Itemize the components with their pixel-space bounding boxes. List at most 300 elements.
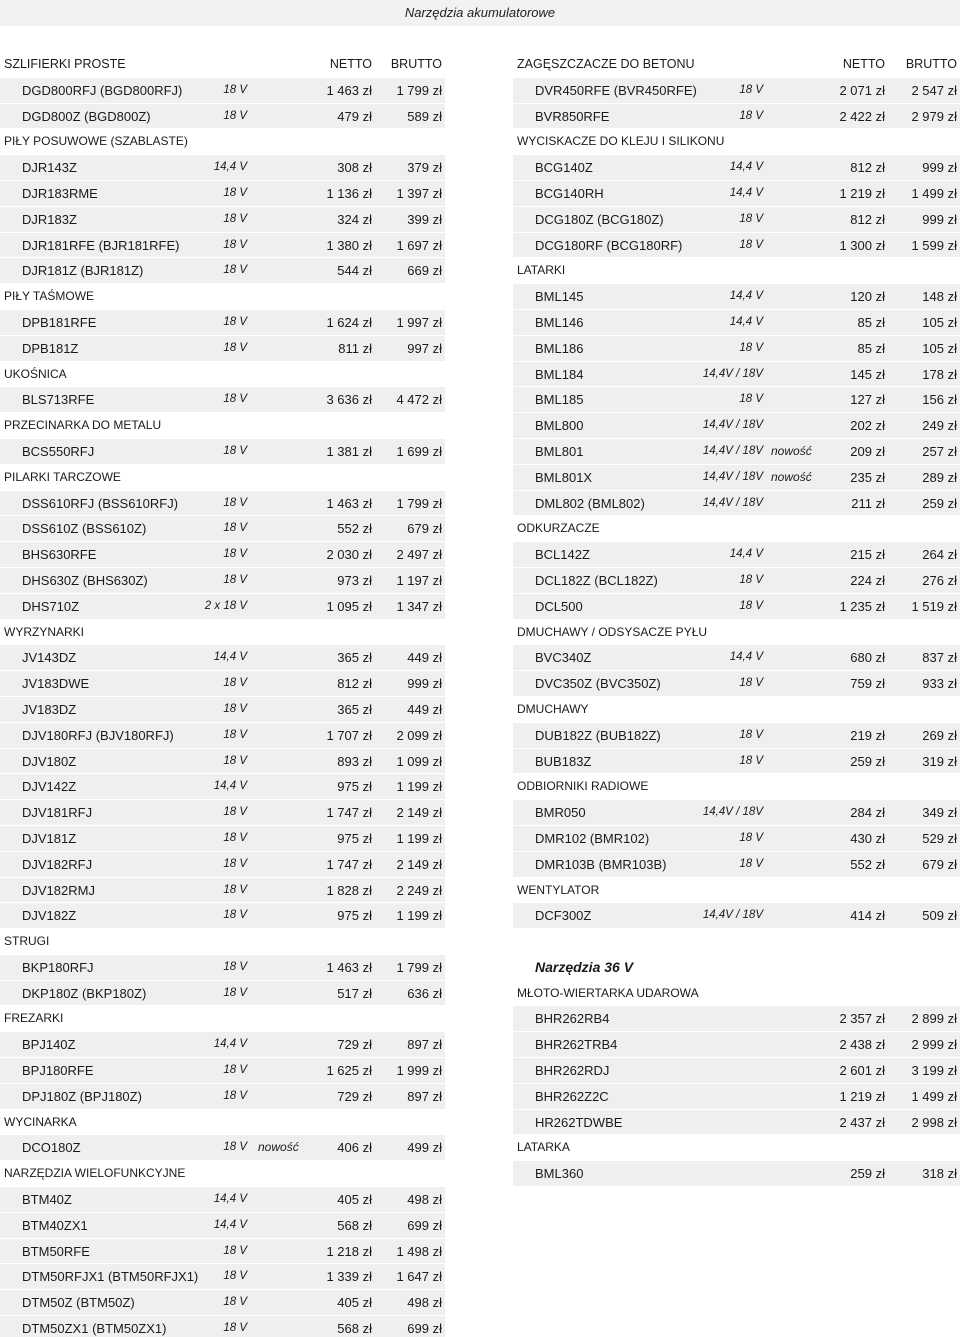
price-netto: 552 zł — [337, 521, 372, 537]
price-brutto: 156 zł — [922, 392, 957, 408]
price-brutto: 2 497 zł — [396, 547, 442, 563]
price-brutto: 269 zł — [922, 727, 957, 743]
voltage: 18 V — [739, 83, 763, 96]
group-title: Narzędzia 36 V — [535, 958, 634, 975]
price-netto: 406 zł — [337, 1140, 372, 1156]
price-netto: 812 zł — [850, 160, 885, 176]
product-name: DJV182Z — [22, 908, 77, 924]
product-row-dvc350z-bvc350z — [513, 671, 960, 697]
voltage: 14,4 V — [729, 186, 763, 199]
voltage: 14,4 V — [213, 780, 247, 793]
price-netto: 759 zł — [850, 676, 885, 692]
section-header-frezarki — [0, 1006, 445, 1032]
voltage: 18 V — [223, 857, 247, 870]
product-row-bcg140rh — [513, 181, 960, 207]
price-netto: 1 300 zł — [839, 237, 885, 253]
voltage: 18 V — [223, 831, 247, 844]
spacer — [513, 929, 960, 955]
section-header-szlifierki-proste — [0, 52, 445, 78]
product-row-bls713rfe — [0, 387, 445, 413]
product-row-djr143z — [0, 155, 445, 181]
voltage: 14,4 V — [213, 1193, 247, 1206]
price-brutto: 2 899 zł — [911, 1011, 957, 1027]
voltage: 18 V — [223, 109, 247, 122]
price-netto: 308 zł — [337, 160, 372, 176]
price-brutto: 897 zł — [407, 1037, 442, 1053]
product-name: DVR450RFE (BVR450RFE) — [535, 82, 697, 98]
product-row-bml185 — [513, 387, 960, 413]
product-name: BCL142Z — [535, 547, 590, 563]
voltage: 18 V — [223, 393, 247, 406]
product-name: DJV180RFJ (BJV180RFJ) — [22, 727, 174, 743]
product-name: BML184 — [535, 366, 584, 382]
price-netto: 85 zł — [857, 314, 885, 330]
price-netto: 1 381 zł — [326, 443, 372, 459]
price-brutto: 1 799 zł — [396, 495, 442, 511]
product-row-jv183dwe — [0, 671, 445, 697]
product-name: DCL500 — [535, 598, 583, 614]
price-brutto: 379 zł — [407, 160, 442, 176]
product-row-dmr103b-bmr103b — [513, 852, 960, 878]
product-row-djv181z — [0, 826, 445, 852]
voltage: 14,4 V — [213, 1038, 247, 1051]
voltage: 14,4V / 18V — [702, 806, 763, 819]
price-brutto: 933 zł — [922, 676, 957, 692]
price-netto: 219 zł — [850, 727, 885, 743]
voltage: 18 V — [223, 960, 247, 973]
price-netto: 1 218 zł — [326, 1243, 372, 1259]
product-row-dcf300z — [513, 903, 960, 929]
section-header-narzedzia-wielofunkcyjne — [0, 1161, 445, 1187]
voltage: 18 V — [739, 831, 763, 844]
product-name: HR262TDWBE — [535, 1114, 623, 1130]
new-badge: nowość — [258, 1140, 299, 1155]
voltage: 18 V — [223, 264, 247, 277]
price-netto: 2 357 zł — [839, 1011, 885, 1027]
product-row-btm40z — [0, 1187, 445, 1213]
price-brutto: 529 zł — [922, 830, 957, 846]
product-name: DMR102 (BMR102) — [535, 830, 650, 846]
product-row-bhr262trb4 — [513, 1032, 960, 1058]
section-header-wycinarka — [0, 1110, 445, 1136]
price-brutto: 669 zł — [407, 263, 442, 279]
product-row-jv183dz — [0, 697, 445, 723]
price-netto: 1 463 zł — [326, 959, 372, 975]
product-row-bcg140z — [513, 155, 960, 181]
product-row-djv180z — [0, 749, 445, 775]
section-title: STRUGI — [4, 934, 50, 949]
price-brutto: 318 zł — [922, 1166, 957, 1182]
section-header-wentylator — [513, 878, 960, 904]
voltage: 14,4 V — [729, 161, 763, 174]
product-name: DJR181Z (BJR181Z) — [22, 263, 144, 279]
new-badge: nowość — [771, 469, 812, 484]
price-netto: 1 380 zł — [326, 237, 372, 253]
price-netto: 2 422 zł — [839, 108, 885, 124]
product-row-dhs710z — [0, 594, 445, 620]
price-brutto: 2 149 zł — [396, 805, 442, 821]
price-brutto: 249 zł — [922, 418, 957, 434]
product-name: DJV181RFJ — [22, 805, 93, 821]
product-name: JV183DZ — [22, 701, 77, 717]
price-brutto: 449 zł — [407, 701, 442, 717]
price-brutto: 499 zł — [407, 1140, 442, 1156]
price-brutto: 105 zł — [922, 340, 957, 356]
price-netto: 544 zł — [337, 263, 372, 279]
product-row-dpb181z — [0, 336, 445, 362]
voltage: 18 V — [223, 677, 247, 690]
section-header-przecinarka-do-metalu — [0, 413, 445, 439]
price-brutto: 997 zł — [407, 340, 442, 356]
price-netto: 3 636 zł — [326, 392, 372, 408]
voltage: 18 V — [223, 496, 247, 509]
product-name: BML800 — [535, 418, 584, 434]
voltage: 14,4 V — [729, 290, 763, 303]
price-brutto: 2 998 zł — [911, 1114, 957, 1130]
price-netto: 127 zł — [850, 392, 885, 408]
product-row-bhr262rb4 — [513, 1006, 960, 1032]
product-name: BVR850RFE — [535, 108, 610, 124]
voltage: 18 V — [223, 1322, 247, 1335]
product-row-djv182z — [0, 903, 445, 929]
voltage: 18 V — [223, 728, 247, 741]
product-row-bml360 — [513, 1161, 960, 1187]
product-name: DJR143Z — [22, 160, 77, 176]
product-name: DSS610Z (BSS610Z) — [22, 521, 147, 537]
section-title: WYCISKACZE DO KLEJU I SILIKONU — [517, 134, 725, 149]
price-brutto: 999 zł — [407, 676, 442, 692]
new-badge: nowość — [771, 443, 812, 458]
voltage: 18 V — [223, 186, 247, 199]
section-header-ukosnica — [0, 362, 445, 388]
product-name: DGD800Z (BGD800Z) — [22, 108, 151, 124]
voltage: 14,4V / 18V — [702, 419, 763, 432]
price-brutto: 1 697 zł — [396, 237, 442, 253]
price-brutto: 699 zł — [407, 1217, 442, 1233]
product-row-btm50rfe — [0, 1239, 445, 1265]
price-brutto: 897 zł — [407, 1088, 442, 1104]
price-brutto: 319 zł — [922, 753, 957, 769]
product-name: BPJ140Z — [22, 1037, 76, 1053]
voltage: 18 V — [223, 909, 247, 922]
product-row-djr181z-bjr181z — [0, 258, 445, 284]
product-name: DJR183Z — [22, 211, 77, 227]
voltage: 18 V — [223, 238, 247, 251]
price-brutto: 105 zł — [922, 314, 957, 330]
product-row-dcg180z-bcg180z — [513, 207, 960, 233]
product-name: BML801 — [535, 443, 584, 459]
price-netto: 973 zł — [337, 572, 372, 588]
price-brutto: 1 199 zł — [396, 779, 442, 795]
product-row-bml145 — [513, 284, 960, 310]
price-brutto: 399 zł — [407, 211, 442, 227]
price-netto: 1 136 zł — [326, 185, 372, 201]
section-title: DMUCHAWY — [517, 701, 589, 716]
product-row-bub183z — [513, 749, 960, 775]
product-row-dmr102-bmr102 — [513, 826, 960, 852]
section-header-strugi — [0, 929, 445, 955]
product-row-bvr850rfe — [513, 104, 960, 130]
section-title: PIŁY TAŚMOWE — [4, 289, 95, 304]
price-brutto: 1 197 zł — [396, 572, 442, 588]
voltage: 18 V — [223, 1296, 247, 1309]
product-name: BML185 — [535, 392, 584, 408]
product-name: DCL182Z (BCL182Z) — [535, 572, 658, 588]
price-netto: 811 zł — [338, 340, 372, 356]
product-row-dcl182z-bcl182z — [513, 568, 960, 594]
section-title: MŁOTO-WIERTARKA UDAROWA — [517, 985, 699, 1000]
voltage: 18 V — [223, 1141, 247, 1154]
voltage: 2 x 18 V — [204, 599, 247, 612]
product-name: DPJ180Z (BPJ180Z) — [22, 1088, 142, 1104]
product-name: DPB181Z — [22, 340, 79, 356]
product-row-bml801x — [513, 465, 960, 491]
price-netto: 680 zł — [850, 650, 885, 666]
price-netto: 1 747 zł — [326, 856, 372, 872]
voltage: 14,4 V — [213, 161, 247, 174]
product-name: BML145 — [535, 289, 584, 305]
price-netto: 812 zł — [337, 676, 372, 692]
section-header-dmuchawy-odsysacze-pylu — [513, 620, 960, 646]
product-row-bhr262rdj — [513, 1058, 960, 1084]
left-price-column — [0, 52, 445, 1337]
voltage: 18 V — [739, 238, 763, 251]
product-name: DCG180Z (BCG180Z) — [535, 211, 664, 227]
price-netto: 729 zł — [337, 1037, 372, 1053]
price-brutto: 498 zł — [407, 1192, 442, 1208]
product-row-bml800 — [513, 413, 960, 439]
product-row-dtm50zx1-btm50zx1 — [0, 1316, 445, 1337]
voltage: 18 V — [739, 857, 763, 870]
voltage: 18 V — [223, 1244, 247, 1257]
section-header-dmuchawy — [513, 697, 960, 723]
voltage: 18 V — [739, 573, 763, 586]
price-brutto: 289 zł — [922, 469, 957, 485]
voltage: 18 V — [223, 341, 247, 354]
voltage: 18 V — [223, 1064, 247, 1077]
product-row-dco180z — [0, 1135, 445, 1161]
section-title: WYCINARKA — [4, 1114, 77, 1129]
voltage: 18 V — [739, 393, 763, 406]
price-netto: 1 624 zł — [326, 314, 372, 330]
price-netto: 1 095 zł — [326, 598, 372, 614]
price-brutto: 2 249 zł — [396, 882, 442, 898]
product-row-dub182z-bub182z — [513, 723, 960, 749]
price-brutto: 1 199 zł — [396, 830, 442, 846]
price-brutto: 4 472 zł — [396, 392, 442, 408]
price-brutto: 999 zł — [922, 211, 957, 227]
section-title: ODBIORNIKI RADIOWE — [517, 779, 649, 794]
price-netto: 259 zł — [850, 1166, 885, 1182]
section-title: WYRZYNARKI — [4, 624, 85, 639]
product-name: DML802 (BML802) — [535, 495, 645, 511]
section-title-36v — [513, 955, 960, 981]
price-brutto: 498 zł — [407, 1295, 442, 1311]
product-name: DKP180Z (BKP180Z) — [22, 985, 147, 1001]
product-name: BCG140Z — [535, 160, 593, 176]
price-brutto: 1 498 zł — [396, 1243, 442, 1259]
price-netto: 1 339 zł — [326, 1269, 372, 1285]
voltage: 14,4 V — [213, 1218, 247, 1231]
price-brutto: 699 zł — [407, 1321, 442, 1337]
price-netto: 85 zł — [857, 340, 885, 356]
price-brutto: 257 zł — [922, 443, 957, 459]
price-netto: 202 zł — [850, 418, 885, 434]
voltage: 18 V — [223, 883, 247, 896]
product-row-dtm50z-btm50z — [0, 1290, 445, 1316]
price-brutto: 2 979 zł — [911, 108, 957, 124]
product-row-djv181rfj — [0, 800, 445, 826]
price-netto: 2 030 zł — [326, 547, 372, 563]
product-name: BPJ180RFE — [22, 1063, 94, 1079]
product-name: BHR262TRB4 — [535, 1037, 618, 1053]
product-row-djv142z — [0, 774, 445, 800]
price-netto: 259 zł — [850, 753, 885, 769]
voltage: 18 V — [223, 522, 247, 535]
product-name: BHR262RDJ — [535, 1063, 610, 1079]
price-brutto: 509 zł — [922, 908, 957, 924]
price-netto: 552 zł — [850, 856, 885, 872]
product-name: DCG180RF (BCG180RF) — [535, 237, 683, 253]
product-name: BML146 — [535, 314, 584, 330]
product-name: DJV181Z — [22, 830, 77, 846]
product-row-jv143dz — [0, 645, 445, 671]
price-netto: 405 zł — [337, 1295, 372, 1311]
voltage: 18 V — [223, 548, 247, 561]
section-title: WENTYLATOR — [517, 882, 600, 897]
product-name: DJR183RME — [22, 185, 98, 201]
price-netto: 568 zł — [337, 1217, 372, 1233]
voltage: 18 V — [223, 315, 247, 328]
section-title: NARZĘDZIA WIELOFUNKCYJNE — [4, 1166, 186, 1181]
product-row-bpj140z — [0, 1032, 445, 1058]
price-netto: 2 071 zł — [839, 82, 885, 98]
voltage: 18 V — [223, 1270, 247, 1283]
page-title: Narzędzia akumulatorowe — [0, 0, 960, 26]
section-title: DMUCHAWY / ODSYSACZE PYŁU — [517, 624, 708, 639]
product-name: BVC340Z — [535, 650, 592, 666]
voltage: 18 V — [739, 109, 763, 122]
product-row-djr181rfe-bjr181rfe — [0, 233, 445, 259]
price-brutto: 349 zł — [922, 805, 957, 821]
section-title: PIŁY POSUWOWE (SZABLASTE) — [4, 134, 188, 149]
product-name: BUB183Z — [535, 753, 592, 769]
voltage: 18 V — [739, 677, 763, 690]
product-name: DTM50RFJX1 (BTM50RFJX1) — [22, 1269, 199, 1285]
price-brutto: 2 149 zł — [396, 856, 442, 872]
voltage: 14,4V / 18V — [702, 496, 763, 509]
product-row-dss610z-bss610z — [0, 516, 445, 542]
product-name: DCF300Z — [535, 908, 592, 924]
price-brutto: 2 099 zł — [396, 727, 442, 743]
section-title: PRZECINARKA DO METALU — [4, 418, 162, 433]
price-brutto: 1 519 zł — [911, 598, 957, 614]
product-name: DHS710Z — [22, 598, 80, 614]
section-title: ODKURZACZE — [517, 521, 600, 536]
product-name: BLS713RFE — [22, 392, 95, 408]
price-netto: 145 zł — [850, 366, 885, 382]
voltage: 18 V — [739, 754, 763, 767]
price-netto: 1 747 zł — [326, 805, 372, 821]
price-netto: 729 zł — [337, 1088, 372, 1104]
product-name: DUB182Z (BUB182Z) — [535, 727, 661, 743]
price-brutto: 636 zł — [407, 985, 442, 1001]
product-row-btm40zx1 — [0, 1213, 445, 1239]
price-brutto: 1 099 zł — [396, 753, 442, 769]
product-row-bml146 — [513, 310, 960, 336]
section-header-latarka — [513, 1135, 960, 1161]
section-header-wyciskacze-do-kleju-i-silikonu — [513, 129, 960, 155]
voltage: 18 V — [223, 806, 247, 819]
product-name: DHS630Z (BHS630Z) — [22, 572, 148, 588]
product-row-dml802-bml802 — [513, 491, 960, 517]
price-brutto: 1 599 zł — [911, 237, 957, 253]
price-netto: 120 zł — [850, 289, 885, 305]
voltage: 18 V — [223, 754, 247, 767]
voltage: 18 V — [223, 444, 247, 457]
product-row-djv180rfj-bjv180rfj — [0, 723, 445, 749]
price-netto: 284 zł — [850, 805, 885, 821]
product-row-bml801 — [513, 439, 960, 465]
product-name: BML360 — [535, 1166, 584, 1182]
price-netto: 893 zł — [337, 753, 372, 769]
price-brutto: 1 499 zł — [911, 185, 957, 201]
product-row-dtm50rfjx1-btm50rfjx1 — [0, 1264, 445, 1290]
product-row-dgd800z-bgd800z — [0, 104, 445, 130]
price-brutto: 178 zł — [922, 366, 957, 382]
section-header-wyrzynarki — [0, 620, 445, 646]
section-title: ZAGĘSZCZACZE DO BETONU — [517, 57, 695, 71]
product-name: BHR262Z2C — [535, 1088, 609, 1104]
product-row-bkp180rfj — [0, 955, 445, 981]
product-row-bml184 — [513, 362, 960, 388]
price-brutto: 3 199 zł — [911, 1063, 957, 1079]
voltage: 14,4V / 18V — [702, 909, 763, 922]
section-header-pilarki-tarczowe — [0, 465, 445, 491]
voltage: 14,4V / 18V — [702, 444, 763, 457]
price-netto: 224 zł — [850, 572, 885, 588]
price-netto: 479 zł — [337, 108, 372, 124]
voltage: 18 V — [223, 83, 247, 96]
product-row-djv182rmj — [0, 878, 445, 904]
voltage: 18 V — [739, 212, 763, 225]
product-row-bmr050 — [513, 800, 960, 826]
section-header-odbiorniki-radiowe — [513, 774, 960, 800]
brutto-column-header: BRUTTO — [905, 57, 957, 71]
product-row-bml186 — [513, 336, 960, 362]
voltage: 18 V — [223, 212, 247, 225]
price-brutto: 999 zł — [922, 160, 957, 176]
product-name: BHR262RB4 — [535, 1011, 610, 1027]
price-brutto: 449 zł — [407, 650, 442, 666]
voltage: 18 V — [739, 728, 763, 741]
price-brutto: 1 699 zł — [396, 443, 442, 459]
price-netto: 975 zł — [337, 908, 372, 924]
product-row-hr262tdwbe — [513, 1110, 960, 1136]
product-row-bhr262z2c — [513, 1084, 960, 1110]
product-name: BTM40ZX1 — [22, 1217, 88, 1233]
price-brutto: 259 zł — [922, 495, 957, 511]
price-netto: 517 zł — [337, 985, 372, 1001]
price-brutto: 679 zł — [922, 856, 957, 872]
product-name: DPB181RFE — [22, 314, 97, 330]
price-brutto: 1 799 zł — [396, 82, 442, 98]
price-netto: 2 601 zł — [839, 1063, 885, 1079]
product-name: BTM50RFE — [22, 1243, 90, 1259]
price-netto: 1 625 zł — [326, 1063, 372, 1079]
product-name: JV183DWE — [22, 676, 90, 692]
price-netto: 209 zł — [850, 443, 885, 459]
